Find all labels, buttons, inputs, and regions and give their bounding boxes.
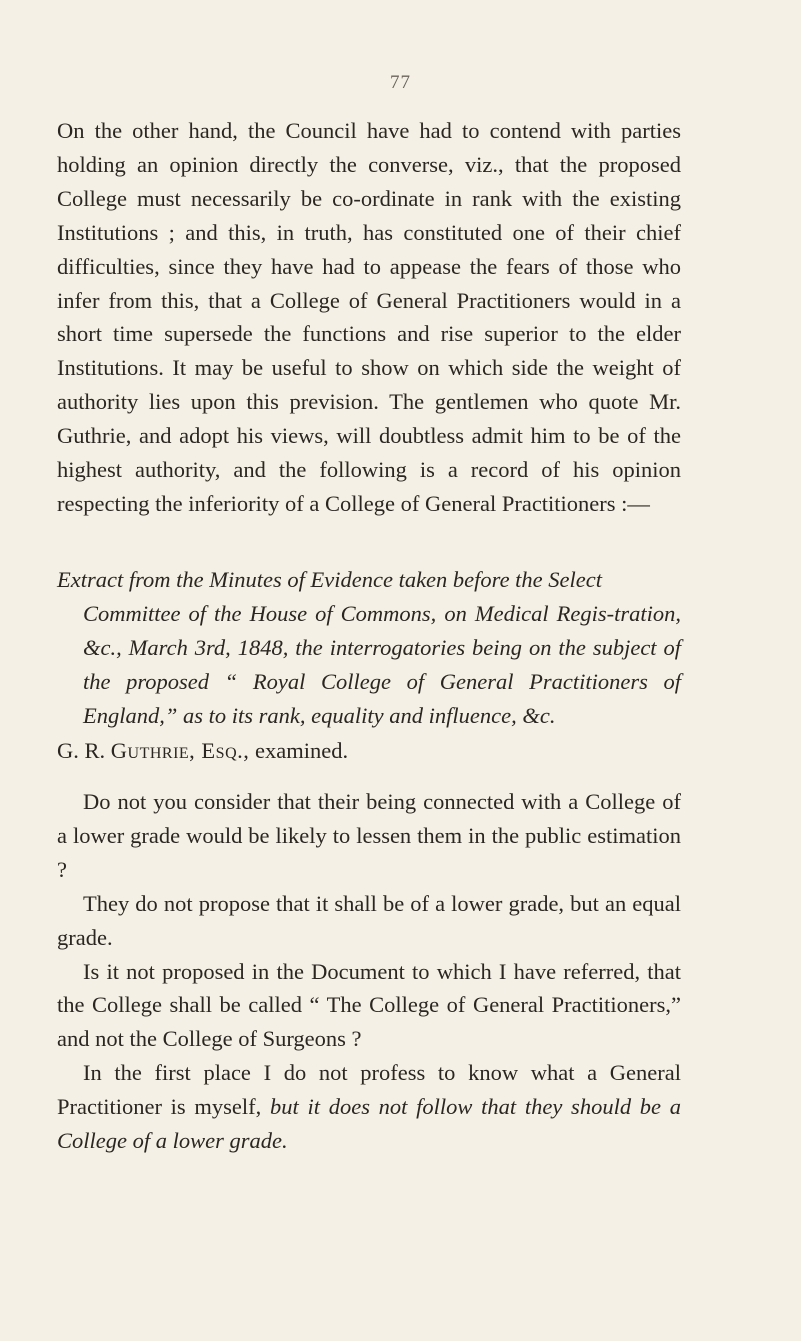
question-2: Is it not proposed in the Document to which I have referred, that the College shall be called “ The College of General Practitioners,” and not the College of Surgeons ? [57,958,681,1052]
question-answer-section [57,785,681,1158]
extract-rest: Committee of the House of Commons, on Medical Regis-tration, &c., March 3rd, 1848, the interrogatories being on the subject of the proposed “ Royal College of General Practitioners of England,” as to its rank, equality and influence, &c. [83,600,681,728]
extract-first-line: Extract from the Minutes of Evidence taken before the Select [57,567,603,592]
extract-heading [57,563,681,733]
answer-1: They do not propose that it shall be of a lower grade, but an equal grade. [57,890,681,950]
witness-line [57,734,681,768]
answer-2-plain: In the first place I do not profess to know what a General Practitioner is myself, [57,1060,681,1120]
witness-name: Guthrie, Esq., [110,738,250,763]
page-number: 77 [390,72,411,93]
witness-suffix: examined. [249,738,349,763]
paragraph-text: On the other hand, the Council have had to contend with parties holding an opinion directly the converse, viz., that the proposed College must necessarily be co-ordinate in rank with the existing Institutions ; and this, in truth, has constituted one of their chief difficulties, since they have had to appease the fears of those who infer from this, that a College of General Practitioners would in a short time supersede the functions and rise superior to the elder Institutions. It may be useful to show on which side the weight of authority lies upon this prevision. The gentlemen who quote Mr. Guthrie, and adopt his views, will doubtless admit him to be of the highest authority, and the following is a record of his opinion respecting the inferiority of a College of General Practitioners :— [57,118,681,516]
question-1: Do not you consider that their being connected with a College of a lower grade would be likely to lessen them in the public estimation ? [57,789,681,882]
body-paragraph [57,114,681,521]
witness-initials: G. R. [57,738,106,763]
answer-2 [57,1056,681,1158]
answer-2-italic: but it does not follow that they should be a College of a lower grade. [57,1094,681,1154]
